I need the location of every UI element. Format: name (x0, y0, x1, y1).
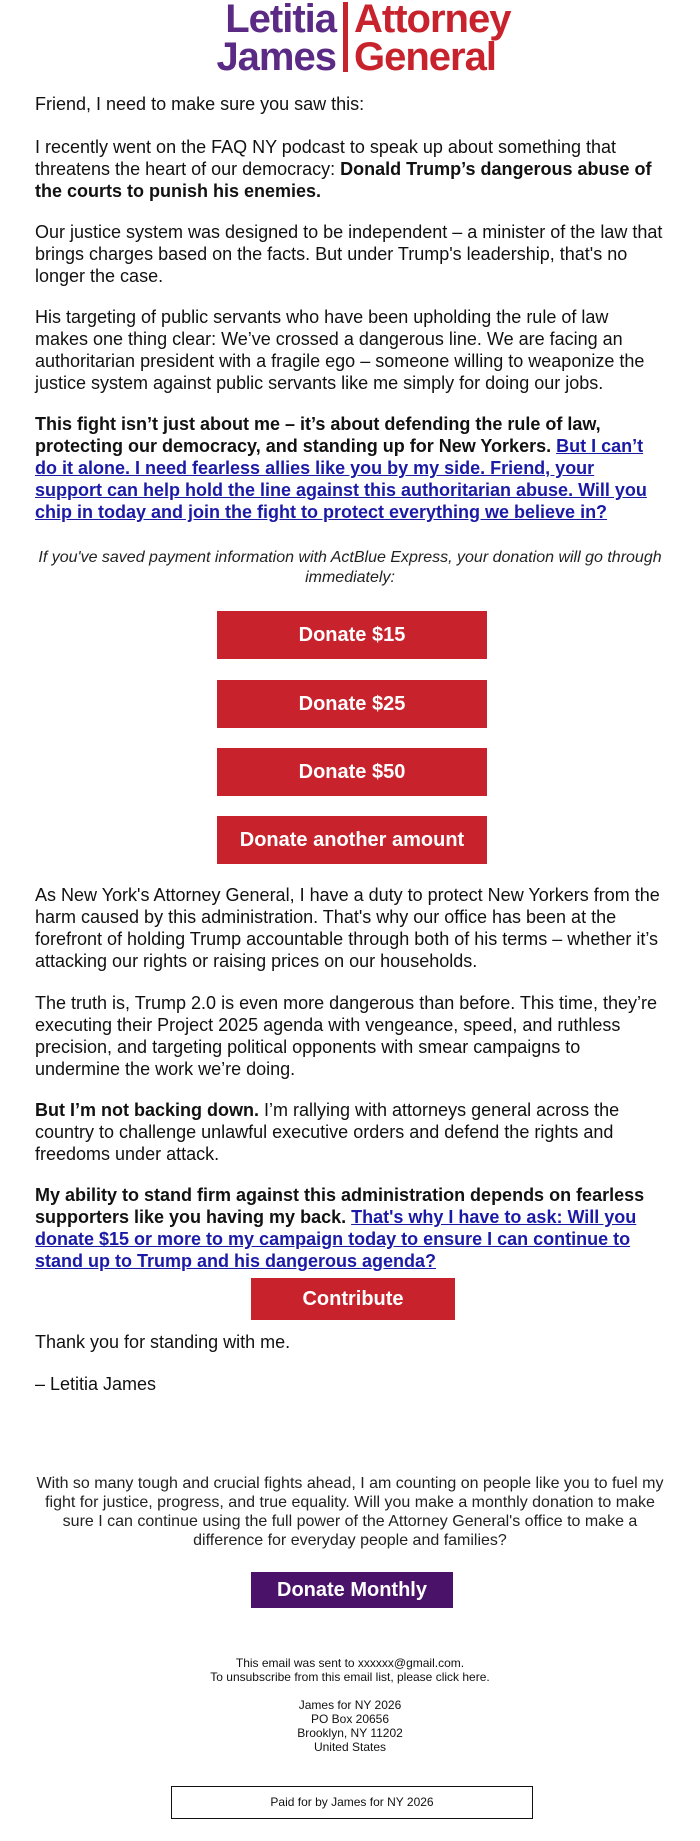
sent-to-suffix: . (460, 1656, 465, 1670)
paragraph-justice-system: Our justice system was designed to be independent – a minister of the law that brings charges based on the facts. But under Trump's leadership, that's no longer the case. (35, 222, 663, 286)
greeting-text: Friend, I need to make sure you saw this: (35, 94, 365, 114)
monthly-appeal-text: With so many tough and crucial fights ahead, I am counting on people like you to fuel my fight for justice, progress, and true equality. Will you make a monthly donation to make sure I can continue using the full power of the Attorney General's office to make a difference for everyday people and families? (36, 1475, 664, 1549)
paragraph-stand-firm-bold: My ability to stand firm against this administration depends on fearless supporters like you having my back. (35, 1185, 645, 1227)
logo-name-line1: Letitia (225, 0, 336, 41)
paragraph-trump-2: The truth is, Trump 2.0 is even more dangerous than before. This time, they’re executing their Project 2025 agenda with vengeance, speed, and ruthless precision, and targeting political opponents with smear campaigns to undermine the work we’re doing. (35, 993, 657, 1079)
address-line-1: James for NY 2026 (298, 1698, 402, 1712)
donate-25-button[interactable]: Donate $25 (217, 680, 487, 728)
sent-to-text (35, 1656, 665, 1670)
sent-to-prefix: This email was sent to (235, 1656, 358, 1670)
paragraph-podcast-text: I recently went on the FAQ NY podcast to speak up about something that threatens the heart of our democracy: (35, 137, 617, 179)
letitia-james-logo (176, 0, 526, 76)
logo-name-line2: James (216, 35, 336, 76)
recipient-email: xxxxxx@gmail.com (357, 1656, 461, 1670)
paragraph-not-backing-down (35, 1099, 665, 1165)
address-line-3: Brooklyn, NY 11202 (297, 1726, 403, 1740)
logo-divider (343, 2, 348, 72)
donate-15-link[interactable]: That's why I have to ask: Will you donate $15 or more to my campaign today to ensure I can continue to stand up to Trump and his dangerous agenda? (35, 1207, 637, 1271)
address-line-2: PO Box 20656 (310, 1712, 390, 1726)
thanks-text: Thank you for standing with me. (35, 1332, 291, 1352)
paragraph-fight (35, 413, 665, 523)
paragraph-not-backing-down-text: I’m rallying with attorneys general across the country to challenge unlawful executive orders and defend the rights and freedoms under attack. (35, 1100, 620, 1164)
contribute-button[interactable]: Contribute (251, 1278, 455, 1320)
donate-15-button[interactable]: Donate $15 (217, 611, 487, 659)
chip-in-link[interactable]: But I can’t do it alone. I need fearless allies like you by my side. Friend, your support can help hold the line against this authoritarian abuse. Will you chip in today and join the fight to protect everything we believe in? (35, 436, 647, 522)
paragraph-podcast (35, 136, 665, 202)
signoff-text: – Letitia James (35, 1374, 157, 1394)
actblue-note: If you've saved payment information with ActBlue Express, your donation will go through immediately: (38, 549, 662, 586)
donate-another-amount-button[interactable]: Donate another amount (217, 816, 487, 864)
donate-monthly-button[interactable]: Donate Monthly (251, 1572, 453, 1608)
paid-for-disclaimer: Paid for by James for NY 2026 (171, 1786, 533, 1819)
unsubscribe-link[interactable]: To unsubscribe from this email list, please click here. (210, 1670, 490, 1684)
paragraph-targeting: His targeting of public servants who have been upholding the rule of law makes one thing clear: We’ve crossed a dangerous line. We are facing an authoritarian president with a fragile ego – someone willing to weaponize the justice system against public servants like me simply for doing our jobs. (35, 307, 645, 393)
paragraph-stand-firm (35, 1184, 665, 1272)
logo-title-line2: General (354, 35, 496, 76)
address-line-4: United States (313, 1740, 387, 1754)
logo-title-line1: Attorney (354, 0, 511, 41)
paragraph-fight-bold: This fight isn’t just about me – it’s about defending the rule of law, protecting our democracy, and standing up for New Yorkers. (35, 414, 601, 456)
paragraph-duty: As New York's Attorney General, I have a duty to protect New Yorkers from the harm caused by this administration. That's why our office has been at the forefront of holding Trump accountable through both of his terms – whether it’s attacking our rights or raising prices on our households. (35, 885, 660, 971)
paragraph-not-backing-down-bold: But I’m not backing down. (35, 1100, 259, 1120)
donate-50-button[interactable]: Donate $50 (217, 748, 487, 796)
paragraph-podcast-bold: Donald Trump’s dangerous abuse of the courts to punish his enemies. (35, 159, 652, 201)
